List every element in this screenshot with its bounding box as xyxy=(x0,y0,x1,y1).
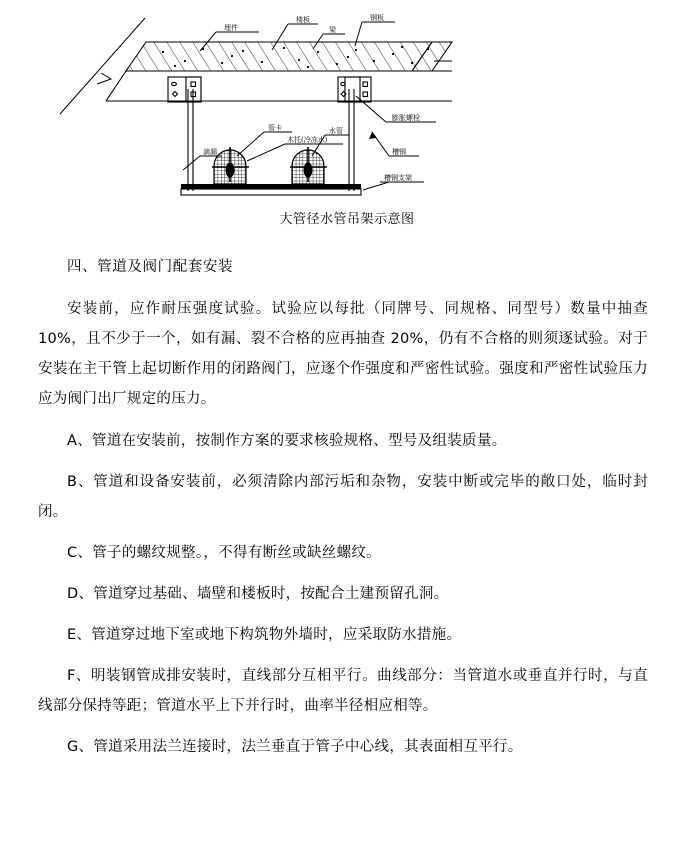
label-channel-steel: 槽钢 xyxy=(392,148,406,156)
figure-block xyxy=(0,0,682,230)
insulated-pipe-right xyxy=(290,147,327,184)
label-steel-plate: 钢板 xyxy=(370,14,384,22)
label-expansion-bolt: 膨胀螺栓 xyxy=(392,114,420,122)
label-slab-left: 埋件 xyxy=(224,24,238,32)
section-heading: 四、管道及阀门配套安装 xyxy=(67,259,234,275)
label-channel-bracket: 槽钢支架 xyxy=(384,174,412,182)
channel-steel-base xyxy=(181,184,361,195)
hanger-diagram xyxy=(0,4,682,204)
figure-caption: 大管径水管吊架示意图 xyxy=(279,212,415,227)
list-item-a: A、管道在安装前，按制作方案的要求核验规格、型号及组装质量。 xyxy=(67,433,507,449)
label-pipe-clamp: 管卡 xyxy=(268,124,282,132)
label-wood-support: 木托(冷冻水) xyxy=(287,136,328,144)
ceiling-line xyxy=(106,71,452,101)
label-slab-mid: 楼板 xyxy=(296,16,310,24)
left-anchor-plate xyxy=(168,77,201,102)
label-drip: 滴漏 xyxy=(203,148,217,156)
list-item-b: B、管道和设备安装前，必须清除内部污垢和杂物，安装中断或完毕的敞口处，临时封闭。 xyxy=(38,474,648,520)
list-item-g: G、管道采用法兰连接时，法兰垂直于管子中心线，其表面相互平行。 xyxy=(67,739,523,755)
label-water-pipe: 水管 xyxy=(329,127,343,135)
right-hanger-rods xyxy=(349,89,354,191)
intro-paragraph: 安装前，应作耐压强度试验。试验应以每批（同牌号、同规格、同型号）数量中抽查 10%，且不少于一个，如有漏、裂不合格的应再抽查 20%，仍有不合格的则须逐试验。对于安装在主干管上起切断作用的闭路阀门，应逐个作强度和严密性试验。强度和严密性试验压力应为阀门出厂规定的压力。 xyxy=(38,301,648,407)
floor-slab xyxy=(126,42,452,71)
left-hanger-rods xyxy=(188,89,193,191)
document-body xyxy=(0,252,682,762)
label-beam: 梁 xyxy=(329,26,336,34)
list-item-e: E、管道穿过地下室或地下构筑物外墙时，应采取防水措施。 xyxy=(67,627,462,643)
list-item-f: F、明装钢管成排安装时，直线部分互相平行。曲线部分：当管道水或垂直并行时，与直线部分保持等距；管道水平上下并行时，曲率半径相应相等。 xyxy=(38,668,648,714)
list-item-d: D、管道穿过基础、墙壁和楼板时，按配合土建预留孔洞。 xyxy=(67,586,449,602)
list-item-c: C、管子的螺纹规整。，不得有断丝或缺丝螺纹。 xyxy=(67,545,381,561)
insulated-pipe-left xyxy=(212,147,249,184)
